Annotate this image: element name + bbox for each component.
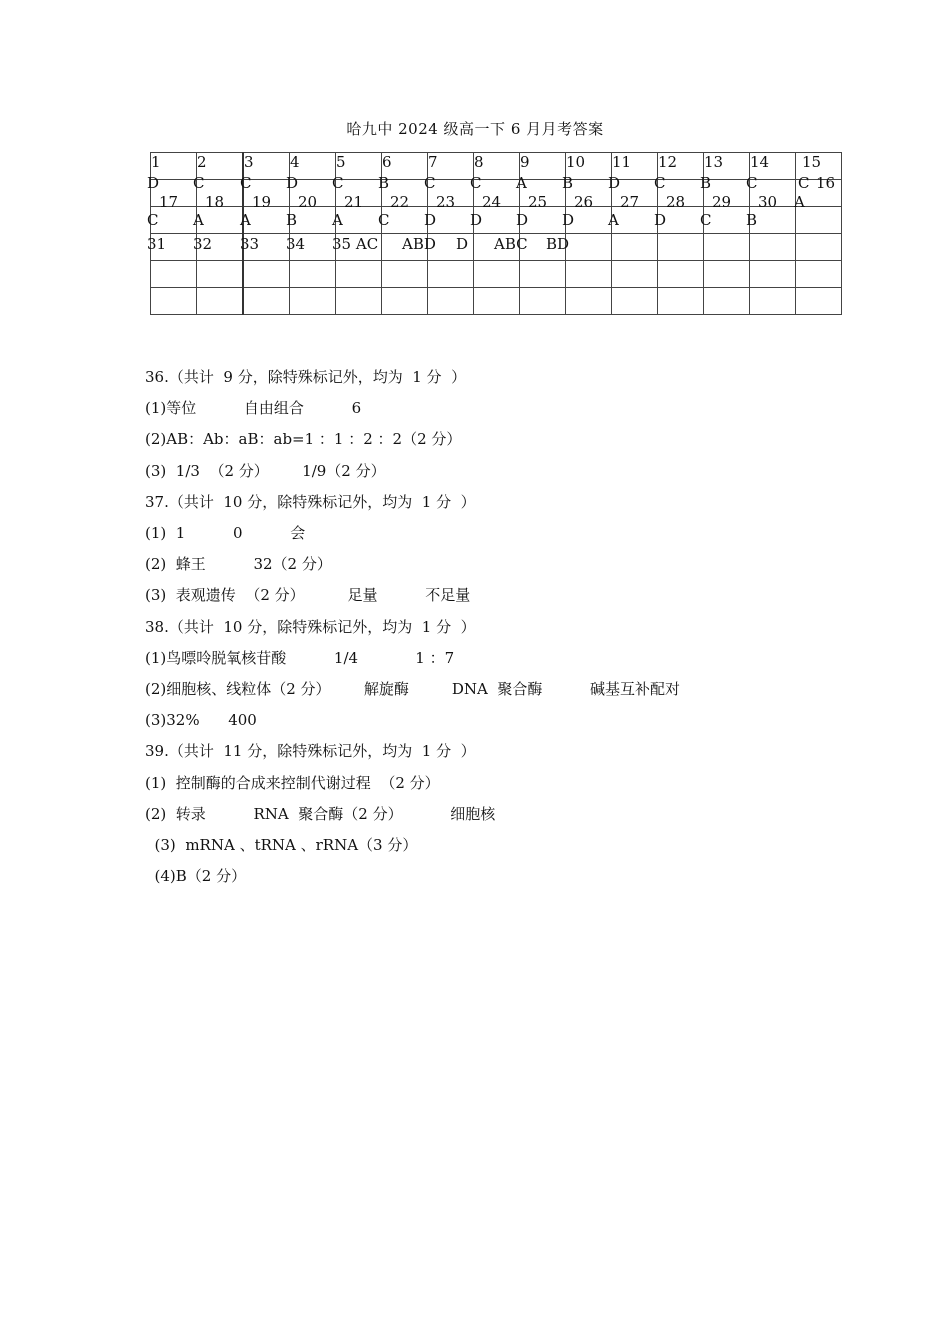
grid-cell bbox=[243, 288, 290, 315]
question-number: 33 bbox=[240, 235, 260, 253]
question-number: 35 AC bbox=[332, 235, 379, 253]
answer-letter: C bbox=[470, 174, 482, 192]
grid-cell bbox=[240, 234, 290, 261]
grid-cell bbox=[474, 288, 520, 315]
grid-cell bbox=[424, 174, 474, 211]
question-number: 23 bbox=[436, 193, 456, 211]
answer-letter: D bbox=[424, 211, 437, 229]
grid-cell bbox=[336, 288, 382, 315]
question-number: 20 bbox=[298, 193, 318, 211]
answer-section bbox=[145, 362, 680, 892]
grid-cell bbox=[520, 234, 570, 261]
question-number: 1 bbox=[151, 153, 161, 171]
answer-line: (3) mRNA 、tRNA 、rRNA（3 分） bbox=[145, 836, 418, 855]
answer-letter: B bbox=[378, 174, 390, 192]
grid-cell bbox=[193, 174, 244, 211]
question-number: 4 bbox=[290, 153, 300, 171]
section-heading-36: 36.（共计 9 分，除特殊标记外，均为 1 分 ） bbox=[145, 368, 467, 386]
question-number: 28 bbox=[666, 193, 686, 211]
grid-cell bbox=[332, 174, 382, 211]
grid-cell bbox=[286, 207, 336, 234]
grid-cell bbox=[197, 288, 244, 315]
grid-cell bbox=[796, 234, 842, 261]
grid-cell bbox=[382, 261, 428, 288]
answer-line: (2) 转录 RNA 聚合酶（2 分） 细胞核 bbox=[145, 804, 496, 823]
grid-cell bbox=[520, 261, 566, 288]
grid-cell bbox=[700, 174, 750, 211]
grid-cell bbox=[424, 207, 474, 234]
grid-cell bbox=[147, 234, 197, 261]
answer-line: (3) 1/3 （2 分） 1/9（2 分） bbox=[145, 461, 386, 480]
question-number: 11 bbox=[612, 153, 632, 171]
grid-cell bbox=[378, 207, 428, 234]
grid-cell bbox=[704, 288, 750, 315]
grid-cell bbox=[654, 207, 704, 234]
answer-letter: C bbox=[700, 211, 712, 229]
grid-cell bbox=[658, 288, 704, 315]
grid-cell bbox=[470, 174, 520, 211]
answer-grid bbox=[147, 152, 842, 315]
grid-cell bbox=[382, 234, 436, 261]
grid-cell bbox=[151, 288, 197, 315]
question-number: 21 bbox=[344, 193, 364, 211]
answer-letter: A bbox=[608, 211, 619, 229]
grid-cell bbox=[332, 234, 382, 261]
table-row bbox=[151, 234, 842, 261]
grid-cell bbox=[796, 207, 842, 234]
question-number: 2 bbox=[197, 153, 207, 171]
grid-cell bbox=[428, 261, 474, 288]
answer-letter: B bbox=[286, 211, 298, 229]
answer-letter: C bbox=[798, 174, 810, 192]
answer-letter: ABD bbox=[402, 235, 436, 253]
grid-cell bbox=[243, 261, 290, 288]
grid-cell bbox=[750, 288, 796, 315]
answer-letter: D bbox=[516, 211, 529, 229]
answer-letter: ABC bbox=[494, 235, 528, 253]
grid-cell bbox=[474, 261, 520, 288]
grid-cell bbox=[612, 261, 658, 288]
answer-letter: C bbox=[147, 211, 159, 229]
question-number: 26 bbox=[574, 193, 594, 211]
answer-letter: A bbox=[193, 211, 204, 229]
grid-cell bbox=[704, 261, 750, 288]
answer-letter: B bbox=[562, 174, 574, 192]
question-number: 3 bbox=[244, 153, 254, 171]
section-heading-39: 39.（共计 11 分，除特殊标记外，均为 1 分 ） bbox=[145, 742, 476, 761]
grid-cell bbox=[654, 174, 704, 211]
question-number: 18 bbox=[205, 193, 225, 211]
answer-letter: B bbox=[700, 174, 712, 192]
grid-cell bbox=[612, 234, 658, 261]
answer-line: (2)细胞核、线粒体（2 分） 解旋酶 DNA 聚合酶 碱基互补配对 bbox=[145, 680, 681, 699]
table-row bbox=[151, 153, 842, 180]
grid-cell bbox=[566, 234, 612, 261]
question-number: 5 bbox=[336, 153, 346, 171]
table-row bbox=[151, 180, 842, 207]
answer-letter: D bbox=[147, 174, 160, 192]
answer-line: (1)等位 自由组合 6 bbox=[145, 399, 362, 418]
table-row bbox=[151, 207, 842, 234]
grid-cell bbox=[428, 234, 474, 261]
grid-cell bbox=[240, 174, 290, 211]
answer-line: (3) 表观遗传 （2 分） 足量 不足量 bbox=[145, 586, 471, 605]
question-number: 10 bbox=[566, 153, 586, 171]
question-number: 13 bbox=[704, 153, 724, 171]
section-heading-37: 37.（共计 10 分，除特殊标记外，均为 1 分 ） bbox=[145, 492, 476, 511]
question-number: 7 bbox=[428, 153, 438, 171]
grid-cell bbox=[378, 174, 428, 211]
answer-letter: C bbox=[378, 211, 390, 229]
grid-cell bbox=[286, 174, 336, 211]
grid-cell bbox=[796, 288, 842, 315]
grid-cell bbox=[566, 261, 612, 288]
answer-letter: A bbox=[240, 211, 251, 229]
grid-cell bbox=[796, 261, 842, 288]
grid-cell bbox=[608, 174, 658, 211]
question-number: 19 bbox=[252, 193, 272, 211]
page-title: 哈九中 2024 级高一下 6 月月考答案 bbox=[346, 120, 604, 138]
answer-line: (2) 蜂王 32（2 分） bbox=[145, 555, 332, 574]
question-number: 34 bbox=[286, 235, 306, 253]
answer-line: (1)鸟嘌呤脱氧核苷酸 1/4 1 ：7 bbox=[145, 648, 455, 667]
grid-cell bbox=[290, 288, 336, 315]
answer-letter: C bbox=[654, 174, 666, 192]
answer-line: (2)AB：Ab：aB：ab=1 ：1 ：2 ：2（2 分） bbox=[145, 430, 462, 449]
answer-letter: D bbox=[286, 174, 299, 192]
grid-cell bbox=[794, 174, 842, 211]
grid-cell bbox=[520, 288, 566, 315]
question-number: 12 bbox=[658, 153, 678, 171]
grid-cell bbox=[147, 207, 197, 234]
answer-letter: BD bbox=[546, 235, 570, 253]
answer-letter: C bbox=[240, 174, 252, 192]
answer-letter: B bbox=[746, 211, 758, 229]
question-number: 14 bbox=[750, 153, 770, 171]
grid-cell bbox=[658, 261, 704, 288]
question-number: 17 bbox=[159, 193, 179, 211]
question-number: 24 bbox=[482, 193, 502, 211]
grid-cell bbox=[566, 288, 612, 315]
answer-letter: C bbox=[193, 174, 205, 192]
grid-cell bbox=[562, 174, 612, 211]
question-number: 25 bbox=[528, 193, 548, 211]
question-number: 15 bbox=[802, 153, 822, 171]
grid-cell bbox=[290, 261, 336, 288]
answer-letter: C bbox=[746, 174, 758, 192]
answer-letter: D bbox=[654, 211, 667, 229]
grid-cell bbox=[151, 261, 197, 288]
grid-cell bbox=[197, 261, 244, 288]
table-row bbox=[151, 288, 842, 315]
grid-cell bbox=[332, 207, 382, 234]
grid-cell bbox=[750, 261, 796, 288]
question-number: 6 bbox=[382, 153, 392, 171]
answer-line: (1) 控制酶的合成来控制代谢过程 （2 分） bbox=[145, 773, 440, 792]
question-number: 8 bbox=[474, 153, 484, 171]
grid-cell bbox=[336, 261, 382, 288]
grid-cell bbox=[474, 234, 528, 261]
grid-cell bbox=[193, 234, 244, 261]
answer-letter: D bbox=[456, 235, 469, 253]
grid-cell bbox=[658, 234, 704, 261]
question-number: 27 bbox=[620, 193, 640, 211]
question-number: 31 bbox=[147, 235, 167, 253]
grid-cell bbox=[608, 207, 658, 234]
grid-cell bbox=[516, 174, 566, 211]
grid-cell bbox=[147, 174, 197, 211]
section-heading-38: 38.（共计 10 分，除特殊标记外，均为 1 分 ） bbox=[145, 617, 476, 636]
grid-cell bbox=[612, 288, 658, 315]
question-number: 29 bbox=[712, 193, 732, 211]
answer-line: (4)B（2 分） bbox=[145, 867, 247, 886]
grid-cell bbox=[700, 207, 750, 234]
grid-cell bbox=[750, 234, 796, 261]
table-row bbox=[151, 261, 842, 288]
grid-cell bbox=[428, 288, 474, 315]
answer-letter: C bbox=[332, 174, 344, 192]
grid-cell bbox=[562, 207, 612, 234]
answer-line: (1) 1 0 会 bbox=[145, 524, 306, 543]
grid-cell bbox=[382, 288, 428, 315]
question-number: 22 bbox=[390, 193, 410, 211]
grid-cell bbox=[240, 207, 290, 234]
answer-letter: D bbox=[608, 174, 621, 192]
answer-letter: D bbox=[470, 211, 483, 229]
answer-letter: A bbox=[332, 211, 343, 229]
grid-cell bbox=[704, 234, 750, 261]
grid-cell bbox=[286, 234, 336, 261]
question-number: 32 bbox=[193, 235, 213, 253]
grid-cell bbox=[746, 174, 796, 211]
answer-letter: C bbox=[424, 174, 436, 192]
grid-cell bbox=[516, 207, 566, 234]
answer-letter: A bbox=[516, 174, 527, 192]
answer-line: (3)32% 400 bbox=[145, 711, 257, 730]
grid-cell bbox=[470, 207, 520, 234]
answer-letter: A bbox=[794, 193, 805, 211]
question-number: 9 bbox=[520, 153, 530, 171]
grid-cell bbox=[746, 207, 796, 234]
question-number: 16 bbox=[816, 174, 836, 192]
question-number: 30 bbox=[758, 193, 778, 211]
grid-cell bbox=[193, 207, 244, 234]
answer-letter: D bbox=[562, 211, 575, 229]
